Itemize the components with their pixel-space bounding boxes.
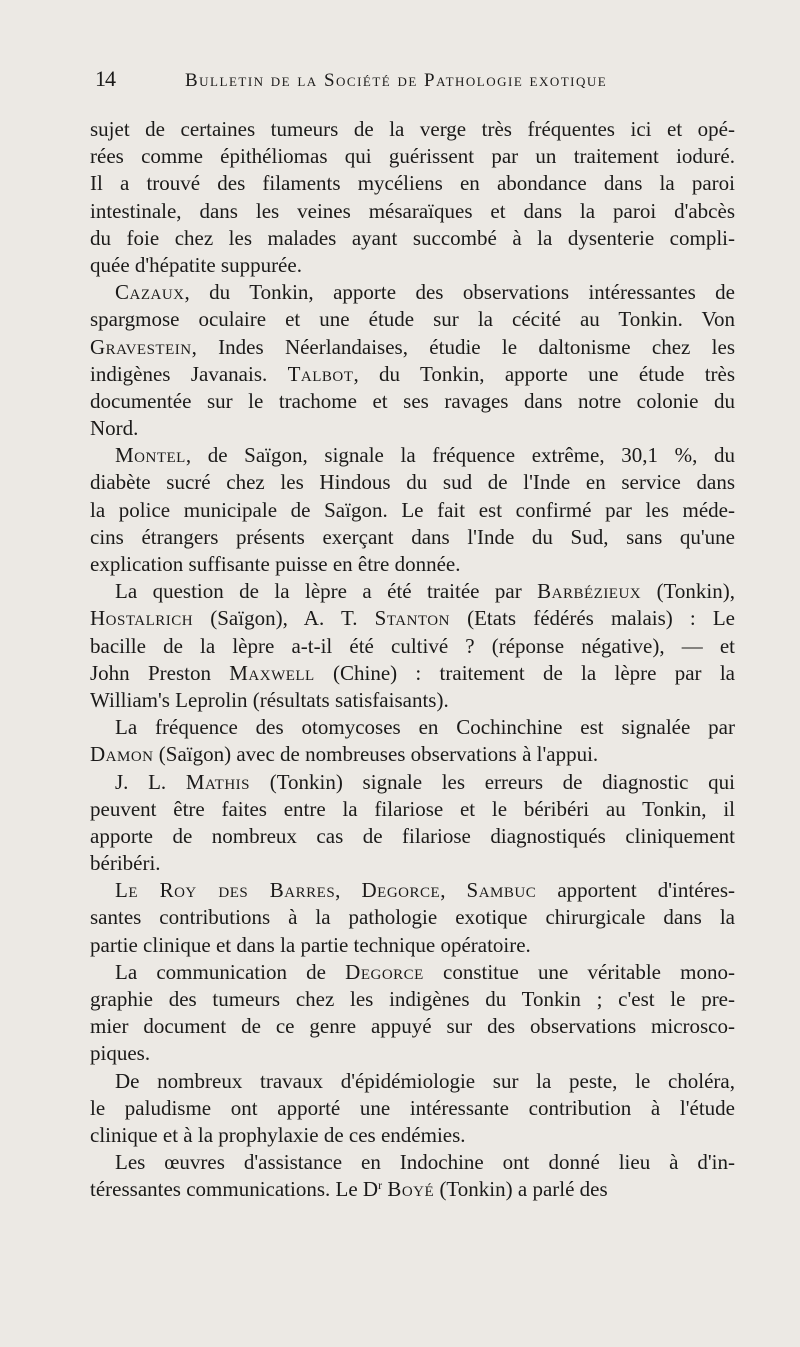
paragraph: [90, 714, 735, 768]
text-line: du foie chez les malades ayant succombé à la dysenterie compli-: [90, 225, 735, 250]
text-line: quée d'hépatite suppurée.: [90, 252, 302, 277]
paragraph: [90, 578, 735, 714]
paragraph: [90, 1149, 735, 1203]
text-line: santes contributions à la pathologie exotique chirurgicale dans la: [90, 905, 735, 930]
text-line: J. L. Mathis (Tonkin) signale les erreurs de diagnostic qui: [115, 769, 735, 794]
paragraph: [90, 116, 735, 279]
text-line: apporte de nombreux cas de filariose diagnostiqués cliniquement: [90, 823, 735, 848]
paragraph: [90, 769, 735, 878]
paragraph: [90, 959, 735, 1068]
paragraph: [90, 442, 735, 578]
text-line: indigènes Javanais. Talbot, du Tonkin, apporte une étude très: [90, 361, 735, 386]
running-title: Bulletin de la Société de Pathologie exotique: [185, 70, 608, 91]
text-line: piques.: [90, 1041, 151, 1066]
text-line: La question de la lèpre a été traitée par Barbézieux (Tonkin),: [115, 579, 735, 604]
text-line: cins étrangers présents exerçant dans l'Inde du Sud, sans qu'une: [90, 524, 735, 549]
text-line: Damon (Saïgon) avec de nombreuses observations à l'appui.: [90, 742, 599, 767]
text-line: rées comme épithéliomas qui guérissent par un traitement ioduré.: [90, 144, 735, 169]
text-line: Gravestein, Indes Néerlandaises, étudie le daltonisme chez les: [90, 334, 735, 359]
paragraph: [90, 877, 735, 959]
paragraph: [90, 279, 735, 442]
page-number: 14: [95, 66, 115, 91]
text-line: clinique et à la prophylaxie de ces endémies.: [90, 1122, 466, 1147]
page-header: [95, 66, 745, 96]
text-line: De nombreux travaux d'épidémiologie sur la peste, le choléra,: [115, 1068, 735, 1093]
text-line: partie clinique et dans la partie technique opératoire.: [90, 932, 531, 957]
text-line: Nord.: [90, 416, 139, 441]
text-line: William's Leprolin (résultats satisfaisants).: [90, 687, 449, 712]
text-line: Hostalrich (Saïgon), A. T. Stanton (Etats fédérés malais) : Le: [90, 606, 735, 631]
text-line: documentée sur le trachome et ses ravages dans notre colonie du: [90, 388, 735, 413]
text-line: explication suffisante puisse en être donnée.: [90, 552, 461, 576]
text-line: Cazaux, du Tonkin, apporte des observations intéressantes de: [115, 280, 735, 305]
text-line: le paludisme ont apporté une intéressante contribution à l'étude: [90, 1095, 735, 1120]
text-line: La fréquence des otomycoses en Cochinchine est signalée par: [115, 715, 735, 740]
text-line: John Preston Maxwell (Chine) : traitement de la lèpre par la: [90, 660, 735, 685]
text-line: téressantes communications. Le $D^r$ Boyé (Tonkin) a parlé des: [90, 1177, 608, 1202]
text-line: bacille de la lèpre a-t-il été cultivé ? (réponse négative), — et: [90, 633, 735, 658]
text-line: Le Roy des Barres, Degorce, Sambuc apportent d'intéres-: [115, 878, 735, 903]
text-line: intestinale, dans les veines mésaraïques et dans la paroi d'abcès: [90, 198, 735, 223]
text-line: la police municipale de Saïgon. Le fait est confirmé par les méde-: [90, 497, 735, 522]
text-line: Les œuvres d'assistance en Indochine ont donné lieu à d'in-: [115, 1150, 735, 1175]
text-line: mier document de ce genre appuyé sur des observations microsco-: [90, 1014, 735, 1039]
text-line: Montel, de Saïgon, signale la fréquence extrême, 30,1 %, du: [115, 443, 735, 468]
text-line: Il a trouvé des filaments mycéliens en abondance dans la paroi: [90, 171, 735, 196]
text-line: spargmose oculaire et une étude sur la cécité au Tonkin. Von: [90, 307, 735, 332]
paragraph: [90, 1068, 735, 1150]
text-line: peuvent être faites entre la filariose et le béribéri au Tonkin, il: [90, 796, 735, 821]
text-line: béribéri.: [90, 851, 161, 876]
text-line: sujet de certaines tumeurs de la verge très fréquentes ici et opé-: [90, 117, 735, 141]
text-line: diabète sucré chez les Hindous du sud de l'Inde en service dans: [90, 470, 735, 495]
text-line: graphie des tumeurs chez les indigènes du Tonkin ; c'est le pre-: [90, 987, 735, 1011]
text-line: La communication de Degorce constitue une véritable mono-: [115, 959, 735, 984]
body-text: [90, 116, 735, 1204]
